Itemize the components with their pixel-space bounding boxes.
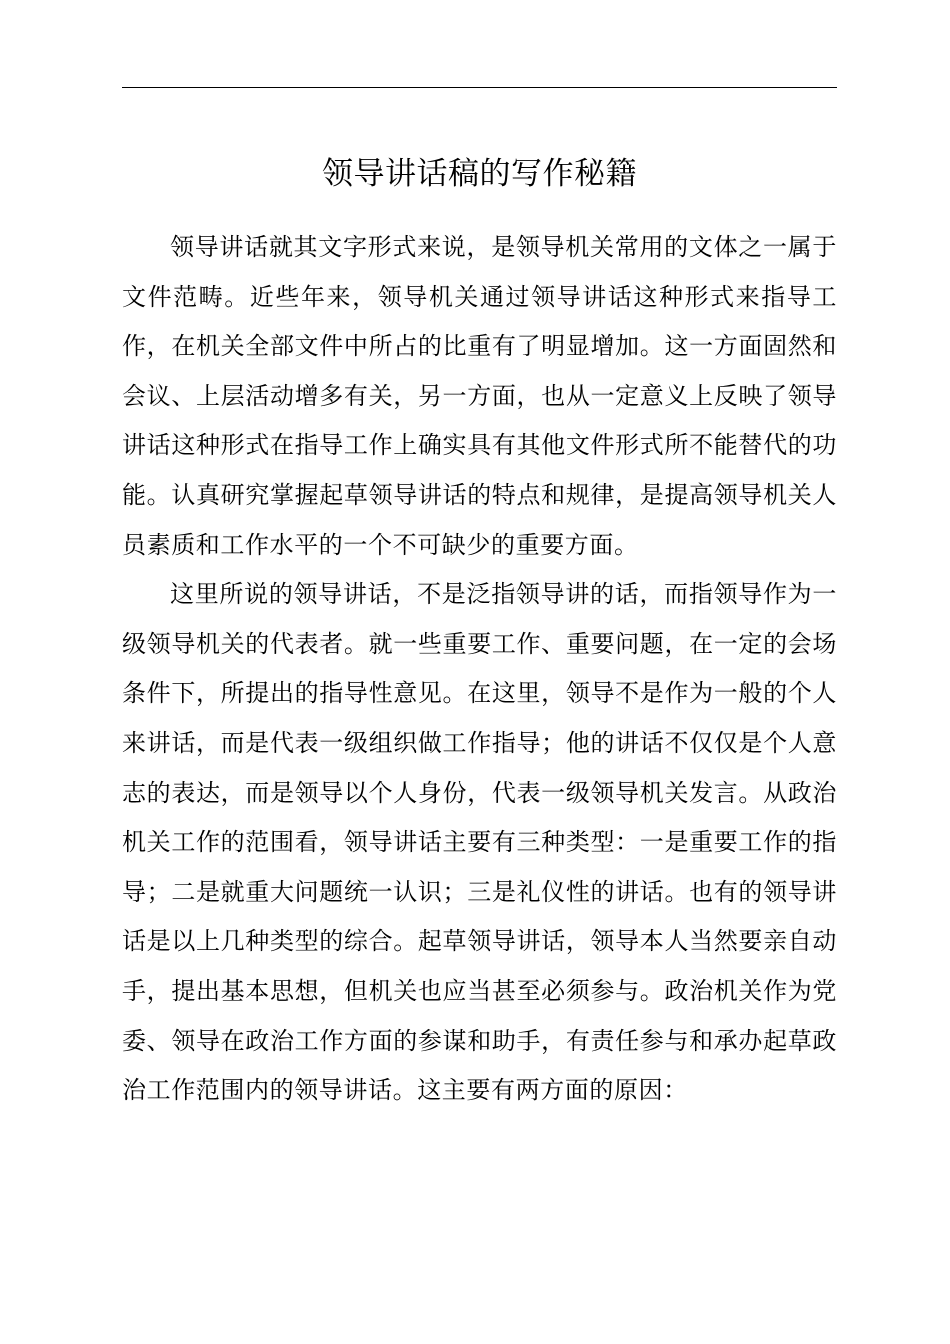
document-title: 领导讲话稿的写作秘籍 (322, 156, 637, 192)
body-paragraph-2: 这里所说的领导讲话，不是泛指领导讲的话，而指领导作为一级领导机关的代表者。就一些重要工作、重要问题，在一定的会场条件下，所提出的指导性意见。在这里，领导不是作为一般的个人来讲话，而是代表一级组织做工作指导；他的讲话不仅仅是个人意志的表达，而是领导以个人身份，代表一级领导机关发言。从政治机关工作的范围看，领导讲话主要有三种类型：一是重要工作的指导；二是就重大问题统一认识；三是礼仪性的讲话。也有的领导讲话是以上几种类型的综合。起草领导讲话，领导本人当然要亲自动手，提出基本思想，但机关也应当甚至必须参与。政治机关作为党委、领导在政治工作方面的参谋和助手，有责任参与和承办起草政治工作范围内的领导讲话。这主要有两方面的原因： (122, 580, 837, 1105)
document-body (122, 223, 837, 1116)
body-paragraph-1: 领导讲话就其文字形式来说，是领导机关常用的文体之一属于文件范畴。近些年来，领导机关通过领导讲话这种形式来指导工作，在机关全部文件中所占的比重有了明显增加。这一方面固然和会议、上层活动增多有关，另一方面，也从一定意义上反映了领导讲话这种形式在指导工作上确实具有其他文件形式所不能替代的功能。认真研究掌握起草领导讲话的特点和规律，是提高领导机关人员素质和工作水平的一个不可缺少的重要方面。 (122, 233, 837, 559)
header-rule (122, 87, 837, 88)
